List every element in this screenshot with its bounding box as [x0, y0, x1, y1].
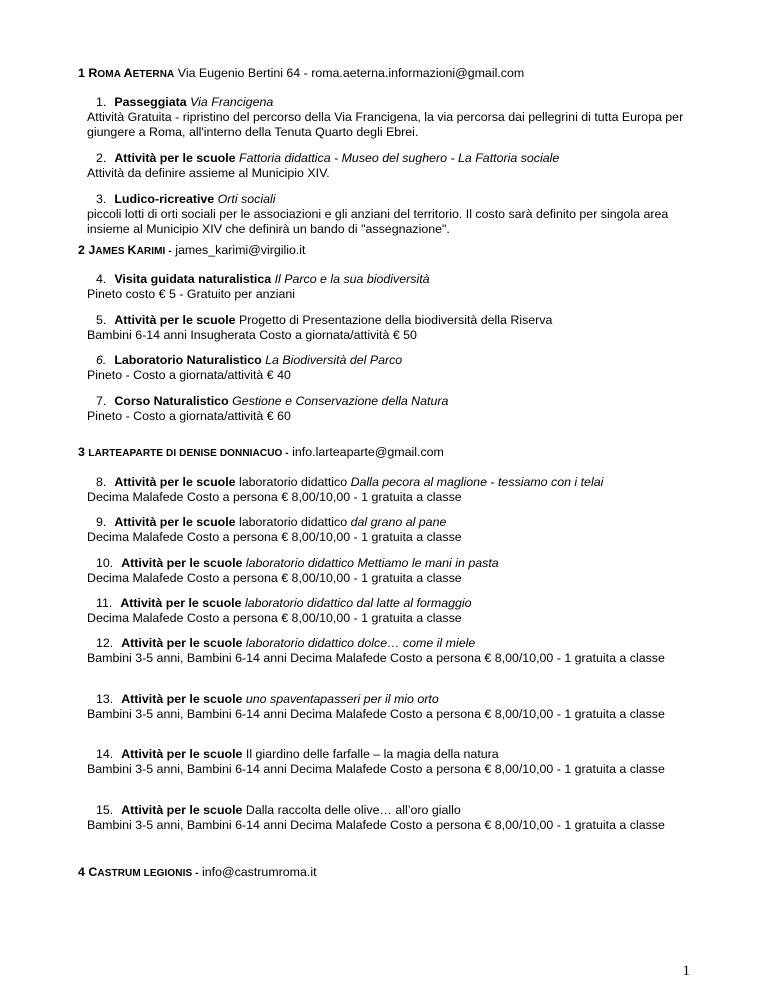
list-item: 4. Visita guidata naturalistica Il Parco e la sua biodiversità Pineto costo € 5 - Gratuito per anziani [96, 272, 686, 302]
item-description: Decima Malafede Costo a persona € 8,00/10,00 - 1 gratuita a classe [87, 490, 462, 504]
section-name: CASTRUM LEGIONIS - [88, 865, 199, 879]
item-description: Bambini 3-5 anni, Bambini 6-14 anni Decima Malafede Costo a persona € 8,00/10,00 - 1 gratuita a classe [87, 762, 665, 776]
item-description: Bambini 6-14 anni Insugherata Costo a giornata/attività € 50 [87, 328, 417, 342]
list-item: 9. Attività per le scuole laboratorio didattico dal grano al pane Decima Malafede Costo a persona € 8,00/10,00 - 1 gratuita a classe [96, 515, 686, 545]
section-name: LARTEAPARTE DI DENISE DONNIACUO - [88, 448, 289, 459]
list-item: 14. Attività per le scuole Il giardino delle farfalle – la magia della natura Bambini 3-5 anni, Bambini 6-14 anni Decima Malafede Costo a persona € 8,00/10,00 - 1 gratuita a classe [96, 747, 686, 777]
list-item: 5. Attività per le scuole Progetto di Presentazione della biodiversità della Riserva Bambini 6-14 anni Insugherata Costo a giornata/attività € 50 [96, 313, 686, 343]
section-number: 4 [78, 865, 85, 879]
page-number: 1 [682, 963, 690, 979]
item-description: Decima Malafede Costo a persona € 8,00/10,00 - 1 gratuita a classe [87, 530, 462, 544]
list-item: 12. Attività per le scuole laboratorio didattico dolce… come il miele Bambini 3-5 anni, Bambini 6-14 anni Decima Malafede Costo a persona € 8,00/10,00 - 1 gratuita a classe [96, 636, 686, 666]
item-description: Pineto - Costo a giornata/attività € 60 [87, 409, 291, 423]
section-header-1 [78, 66, 718, 82]
list-item: 15. Attività per le scuole Dalla raccolta delle olive… all’oro giallo Bambini 3-5 anni, Bambini 6-14 anni Decima Malafede Costo a persona € 8,00/10,00 - 1 gratuita a classe [96, 803, 686, 833]
section-contact: info.larteaparte@gmail.com [292, 445, 444, 459]
item-description: Decima Malafede Costo a persona € 8,00/10,00 - 1 gratuita a classe [87, 611, 462, 625]
list-item: 1. Passeggiata Via Francigena Attività Gratuita - ripristino del percorso della Via Francigena, la via percorsa dai pellegrini di tutta Europa per giungere a Roma, all'interno della Tenuta Quarto degli Ebrei. [96, 95, 686, 140]
list-item: 3. Ludico-ricreative Orti sociali piccoli lotti di orti sociali per le associazioni e gli anziani del territorio. Il costo sarà definito per singola area insieme al Municipio XIV che definirà un bando di "assegnazione". [96, 192, 686, 237]
list-item: 13. Attività per le scuole uno spaventapasseri per il mio orto Bambini 3-5 anni, Bambini 6-14 anni Decima Malafede Costo a persona € 8,00/10,00 - 1 gratuita a classe [96, 692, 686, 722]
section-number: 2 [78, 243, 85, 257]
list-item: 7. Corso Naturalistico Gestione e Conservazione della Natura Pineto - Costo a giornata/attività € 60 [96, 394, 686, 424]
list-item: 10. Attività per le scuole laboratorio didattico Mettiamo le mani in pasta Decima Malafede Costo a persona € 8,00/10,00 - 1 gratuita a classe [96, 556, 686, 586]
item-description: Decima Malafede Costo a persona € 8,00/10,00 - 1 gratuita a classe [87, 571, 462, 585]
item-description: piccoli lotti di orti sociali per le associazioni e gli anziani del territorio. Il costo sarà definito per singola area insieme al Municipio XIV che definirà un bando di "assegnazione". [87, 207, 669, 236]
item-description: Bambini 3-5 anni, Bambini 6-14 anni Decima Malafede Costo a persona € 8,00/10,00 - 1 gratuita a classe [87, 707, 665, 721]
section-contact: james_karimi@virgilio.it [175, 243, 306, 257]
item-description: Pineto - Costo a giornata/attività € 40 [87, 368, 291, 382]
section-header-3 [78, 445, 718, 461]
item-description: Attività da definire assieme al Municipio XIV. [87, 166, 330, 180]
section-number: 3 [78, 445, 85, 459]
section-name: ROMA AETERNA [88, 66, 175, 80]
item-description: Bambini 3-5 anni, Bambini 6-14 anni Decima Malafede Costo a persona € 8,00/10,00 - 1 gratuita a classe [87, 651, 665, 665]
item-description: Bambini 3-5 anni, Bambini 6-14 anni Decima Malafede Costo a persona € 8,00/10,00 - 1 gratuita a classe [87, 818, 665, 832]
list-item: 2. Attività per le scuole Fattoria didattica - Museo del sughero - La Fattoria sociale Attività da definire assieme al Municipio XIV. [96, 151, 686, 181]
list-item: 6. Laboratorio Naturalistico La Biodiversità del Parco Pineto - Costo a giornata/attività € 40 [96, 353, 686, 383]
item-description: Pineto costo € 5 - Gratuito per anziani [87, 287, 296, 301]
list-item: 8. Attività per le scuole laboratorio didattico Dalla pecora al maglione - tessiamo con i telai Decima Malafede Costo a persona € 8,00/10,00 - 1 gratuita a classe [96, 475, 686, 505]
item-description: Attività Gratuita - ripristino del percorso della Via Francigena, la via percorsa dai pellegrini di tutta Europa per giungere a Roma, all'interno della Tenuta Quarto degli Ebrei. [87, 110, 684, 139]
section-contact: Via Eugenio Bertini 64 - roma.aeterna.informazioni@gmail.com [177, 66, 525, 80]
section-number: 1 [78, 66, 85, 80]
section-header-4 [78, 865, 718, 881]
section-contact: info@castrumroma.it [202, 865, 317, 879]
section-name: JAMES KARIMI - [88, 243, 172, 257]
list-item: 11. Attività per le scuole laboratorio didattico dal latte al formaggio Decima Malafede Costo a persona € 8,00/10,00 - 1 gratuita a classe [96, 596, 686, 626]
section-header-2 [78, 243, 718, 259]
